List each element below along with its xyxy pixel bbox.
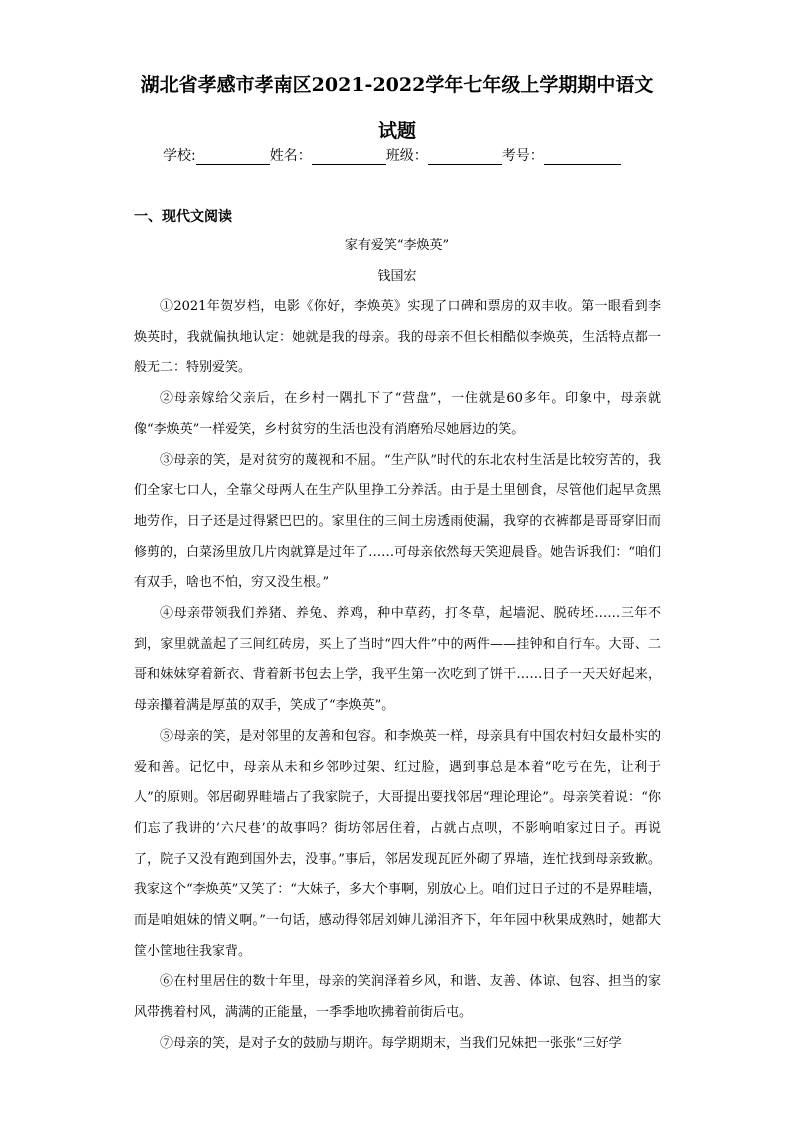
paragraph: ⑤母亲的笑，是对邻里的友善和包容。和李焕英一样，母亲具有中国农村妇女最朴实的爱和善。记忆中，母亲从未和乡邻吵过架、红过脸，遇到事总是本着“吃亏在先，让利于人”的原则。邻居砌界畦墙占了我家院子，大哥提出要找邻居“理论理论”。母亲笑着说：“你们忘了我讲的‘六尺巷’的故事吗？街坊邻居住着，占就占点呗，不影响咱家过日子。再说了，院子又没有跑到国外去，没事。”事后，邻居发现瓦匠外砌了界墙，连忙找到母亲致歉。我家这个“李焕英”又笑了：“大妹子，多大个事啊，别放心上。咱们过日子过的不是界畦墙，而是咱姐妹的情义啊。”一句话，感动得邻居刘婶儿涕泪齐下，年年园中秋果成熟时，她都大筐小筐地往我家背。	[134, 728, 661, 959]
school-field[interactable]	[196, 150, 270, 165]
exam-title-line-2: 试题	[377, 120, 416, 142]
article-body	[134, 292, 661, 1060]
paragraph: ⑥在村里居住的数十年里，母亲的笑润泽着乡风，和谐、友善、体谅、包容、担当的家风带携着村风，满满的正能量，一季季地吹拂着前街后屯。	[134, 974, 661, 1021]
article-title: 家有爱笑“李焕英”	[344, 238, 450, 253]
article-author: 钱国宏	[377, 269, 417, 284]
paragraph: ①2021年贺岁档，电影《你好，李焕英》实现了口碑和票房的双丰收。第一眼看到李焕英时，我就偏执地认定：她就是我的母亲。我的母亲不但长相酷似李焕英，生活特点都一般无二：特别爱笑。	[134, 299, 661, 376]
school-label: 学校:	[163, 148, 196, 164]
paragraph: ③母亲的笑，是对贫穷的蔑视和不屈。“生产队”时代的东北农村生活是比较穷苦的，我们全家七口人，全靠父母两人在生产队里挣工分养活。由于是土里刨食，尽管他们起早贪黑地劳作，日子还是过得紧巴巴的。家里住的三间土房透雨使漏，我穿的衣裤都是哥哥穿旧而修剪的，白菜汤里放几片肉就算是过年了……可母亲依然每天笑迎晨昏。她告诉我们：“咱们有双手，啥也不怕，穷又没生根。”	[134, 452, 661, 591]
class-label: 班级：	[385, 148, 428, 164]
paragraph: ②母亲嫁给父亲后，在乡村一隅扎下了“营盘”，一住就是60多年。印象中，母亲就像“李焕英”一样爱笑，乡村贫穷的生活也没有消磨殆尽她唇边的笑。	[134, 391, 661, 437]
name-field[interactable]	[312, 150, 386, 165]
paragraph: ④母亲带领我们养猪、养兔、养鸡，种中草药，打冬草，起墙泥、脱砖坯……三年不到，家里就盖起了三间红砖房，买上了当时“四大件”中的两件——挂钟和自行车。大哥、二哥和妹妹穿着新衣、背着新书包去上学，我平生第一次吃到了饼干……日子一天天好起来，母亲攥着满是厚茧的双手，笑成了“李焕英”。	[134, 606, 661, 714]
student-info-fields	[163, 145, 621, 165]
section-heading: 一、现代文阅读	[134, 209, 232, 225]
exam-number-label: 考号：	[501, 148, 544, 164]
class-field[interactable]	[428, 150, 502, 165]
exam-title-line-1: 湖北省孝感市孝南区2021-2022学年七年级上学期期中语文	[140, 74, 654, 96]
paragraph: ⑦母亲的笑，是对子女的鼓励与期许。每学期期末，当我们兄妹把一张张“三好学	[160, 1035, 622, 1051]
name-label: 姓名：	[269, 148, 312, 164]
exam-number-field[interactable]	[544, 150, 621, 165]
